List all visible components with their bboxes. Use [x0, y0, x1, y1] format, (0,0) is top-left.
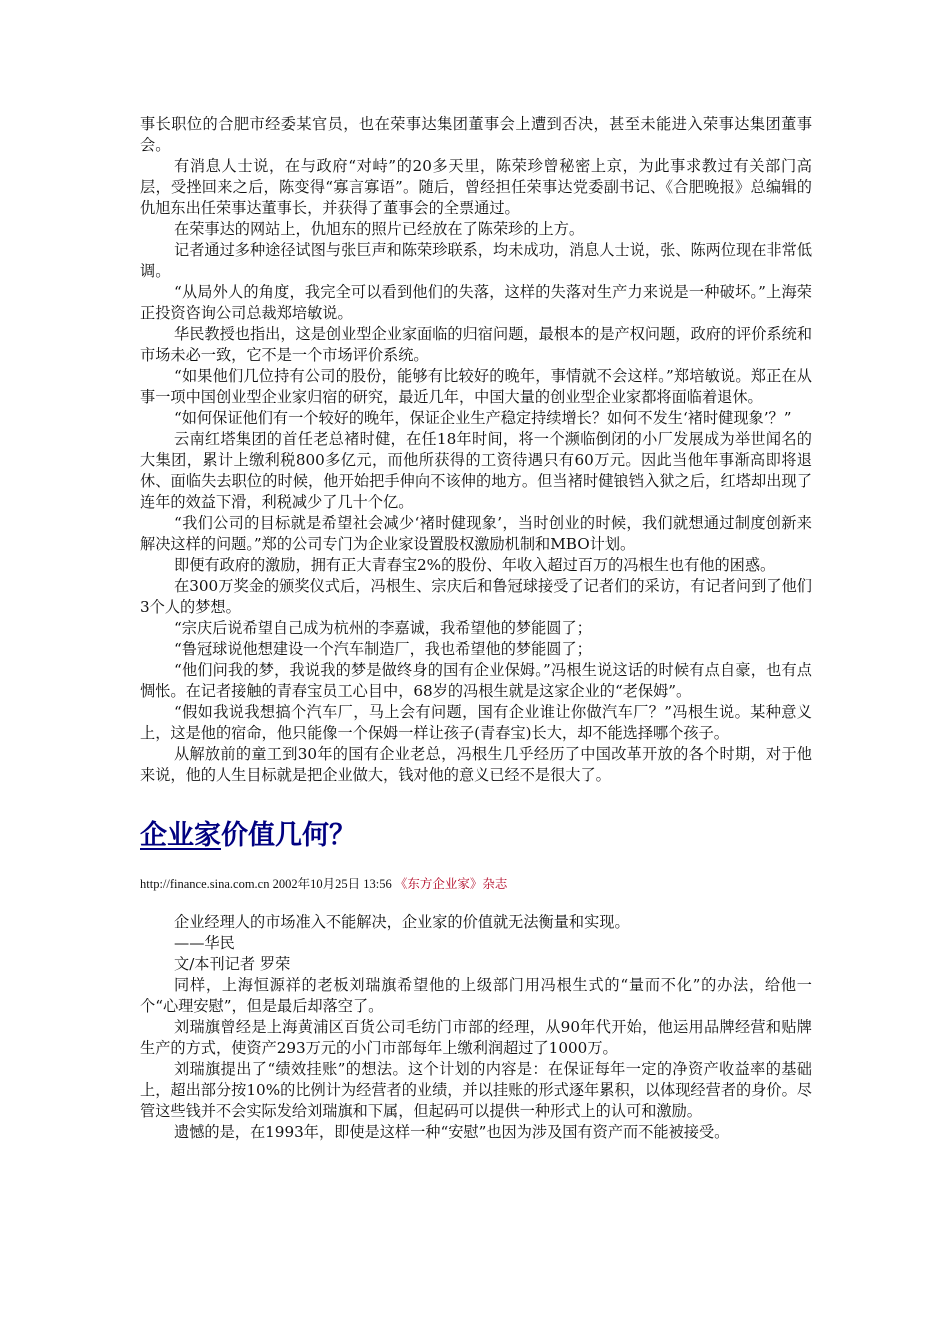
paragraph: 记者通过多种途径试图与张巨声和陈荣珍联系，均未成功，消息人士说，张、陈两位现在非常低调。 — [140, 241, 812, 280]
paragraph: “我们公司的目标就是希望社会减少‘褚时健现象’，当时创业的时候，我们就想通过制度创新来解决这样的问题。”郑的公司专门为企业家设置股权激励机制和MBO计划。 — [140, 514, 812, 553]
article-title-link[interactable]: 企业家 — [140, 820, 221, 851]
paragraph: “从局外人的角度，我完全可以看到他们的失落，这样的失落对生产力来说是一种破坏。”上海荣正投资咨询公司总裁郑培敏说。 — [140, 283, 812, 322]
paragraph: 刘瑞旗曾经是上海黄浦区百货公司毛纺门市部的经理，从90年代开始，他运用品牌经营和贴牌生产的方式，使资产293万元的小门市部每年上缴利润超过了1000万。 — [140, 1018, 812, 1057]
paragraph: 从解放前的童工到30年的国有企业老总，冯根生几乎经历了中国改革开放的各个时期，对于他来说，他的人生目标就是把企业做大，钱对他的意义已经不是很大了。 — [140, 745, 812, 784]
article-meta — [140, 874, 812, 892]
paragraph: 在荣事达的网站上，仇旭东的照片已经放在了陈荣珍的上方。 — [174, 220, 585, 238]
paragraph: “假如我说我想搞个汽车厂，马上会有问题，国有企业谁让你做汽车厂？”冯根生说。某种意义上，这是他的宿命，他只能像一个保姆一样让孩子(青春宝)长大，却不能选择哪个孩子。 — [140, 703, 812, 742]
paragraph: “他们问我的梦，我说我的梦是做终身的国有企业保姆。”冯根生说这话的时候有点自豪，也有点惆怅。在记者接触的青春宝员工心目中，68岁的冯根生就是这家企业的“老保姆”。 — [140, 661, 812, 700]
paragraph: “如何保证他们有一个较好的晚年，保证企业生产稳定持续增长？如何不发生‘褚时健现象’？” — [174, 409, 792, 427]
paragraph: 华民教授也指出，这是创业型企业家面临的归宿问题，最根本的是产权问题，政府的评价系统和市场未必一致，它不是一个市场评价系统。 — [140, 325, 812, 364]
article-body — [140, 912, 812, 1143]
paragraph: “如果他们几位持有公司的股份，能够有比较好的晚年，事情就不会这样。”郑培敏说。郑正在从事一项中国创业型企业家归宿的研究，最近几年，中国大量的创业型企业家都将面临着退休。 — [140, 367, 812, 406]
paragraph: ——华民 — [174, 934, 235, 952]
article-title-rest: 价值几何？ — [221, 820, 356, 851]
paragraph: 事长职位的合肥市经委某官员，也在荣事达集团董事会上遭到否决，甚至未能进入荣事达集团董事会。 — [140, 115, 812, 154]
meta-source: 《东方企业家》杂志 — [394, 877, 508, 891]
paragraph: 文/本刊记者 罗荣 — [174, 955, 291, 973]
paragraph: 同样，上海恒源祥的老板刘瑞旗希望他的上级部门用冯根生式的“量而不化”的办法，给他一个“心理安慰”，但是最后却落空了。 — [140, 976, 812, 1015]
paragraph: 刘瑞旗提出了“绩效挂账”的想法。这个计划的内容是：在保证每年一定的净资产收益率的基础上，超出部分按10%的比例计为经营者的业绩，并以挂账的形式逐年累积，以体现经营者的身价。尽管这些钱并不会实际发给刘瑞旗和下属，但起码可以提供一种形式上的认可和激励。 — [140, 1060, 812, 1120]
paragraph: “鲁冠球说他想建设一个汽车制造厂，我也希望他的梦能圆了； — [174, 640, 592, 658]
article-title[interactable] — [140, 814, 812, 858]
paragraph: 在300万奖金的颁奖仪式后，冯根生、宗庆后和鲁冠球接受了记者们的采访，有记者问到了他们3个人的梦想。 — [140, 577, 812, 616]
meta-date: 2002年10月25日 13:56 — [272, 877, 392, 891]
paragraph: 有消息人士说，在与政府“对峙”的20多天里，陈荣珍曾秘密上京，为此事求教过有关部门高层，受挫回来之后，陈变得“寡言寡语”。随后，曾经担任荣事达党委副书记、《合肥晚报》总编辑的仇旭东出任荣事达董事长，并获得了董事会的全票通过。 — [140, 157, 812, 217]
paragraph: “宗庆后说希望自己成为杭州的李嘉诚，我希望他的梦能圆了； — [174, 619, 592, 637]
paragraph: 云南红塔集团的首任老总褚时健，在任18年时间，将一个濒临倒闭的小厂发展成为举世闻名的大集团，累计上缴利税800多亿元，而他所获得的工资待遇只有60万元。因此当他年事渐高即将退休、面临失去职位的时候，他开始把手伸向不该伸的地方。但当褚时健锒铛入狱之后，红塔却出现了连年的效益下滑，利税减少了几十个亿。 — [140, 430, 812, 511]
paragraph: 遗憾的是，在1993年，即使是这样一种“安慰”也因为涉及国有资产而不能被接受。 — [174, 1123, 730, 1141]
paragraph: 即便有政府的激励，拥有正大青春宝2%的股份、年收入超过百万的冯根生也有他的困惑。 — [174, 556, 776, 574]
meta-url: http://finance.sina.com.cn — [140, 877, 270, 891]
article-continued-section — [140, 114, 812, 786]
paragraph: 企业经理人的市场准入不能解决，企业家的价值就无法衡量和实现。 — [174, 913, 630, 931]
section-gap — [140, 786, 812, 814]
document-page — [140, 114, 812, 1143]
